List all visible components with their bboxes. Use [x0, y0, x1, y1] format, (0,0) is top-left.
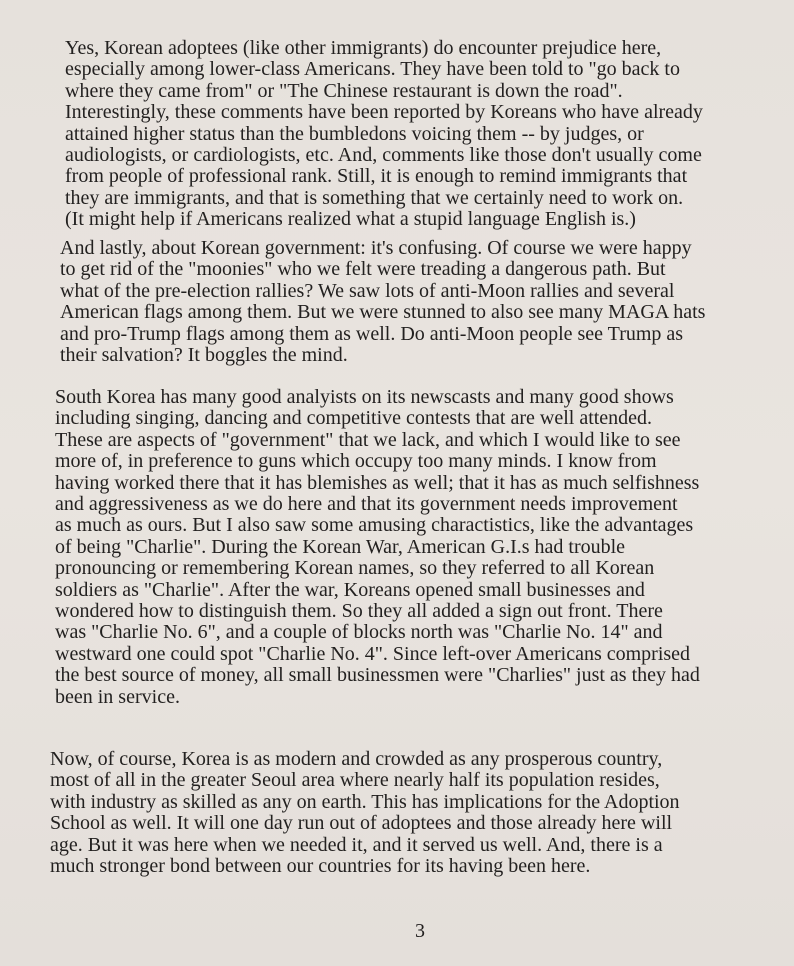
paragraph-korean-government	[60, 238, 705, 366]
text-line: including singing, dancing and competitive contests that are well attended.	[55, 407, 653, 430]
text-line: (It might help if Americans realized what a stupid language English is.)	[65, 208, 636, 231]
text-line: American flags among them. But we were stunned to also see many MAGA hats	[60, 301, 706, 324]
text-line: more of, in preference to guns which occupy too many minds. I know from	[55, 450, 657, 473]
text-line: South Korea has many good analyists on its newscasts and many good shows	[55, 386, 674, 408]
text-line: audiologists, or cardiologists, etc. And, comments like those don't usually come	[65, 144, 702, 167]
text-line: with industry as skilled as any on earth. This has implications for the Adoption	[50, 790, 680, 813]
paragraph-modern-korea	[50, 749, 680, 877]
text-line: what of the pre-election rallies? We saw lots of anti-Moon rallies and several	[60, 279, 675, 302]
text-line: and aggressiveness as we do here and that its government needs improvement	[55, 493, 678, 516]
text-line: they are immigrants, and that is something that we certainly need to work on.	[65, 186, 684, 209]
text-line: most of all in the greater Seoul area where nearly half its population resides,	[50, 769, 660, 792]
text-line: These are aspects of "government" that we lack, and which I would like to see	[55, 428, 681, 451]
text-line: having worked there that it has blemishes as well; that it has as much selfishness	[55, 471, 700, 494]
paragraph-charlie	[55, 387, 700, 708]
text-line: to get rid of the "moonies" who we felt were treading a dangerous path. But	[60, 258, 666, 281]
text-line: been in service.	[55, 685, 180, 708]
text-line: westward one could spot "Charlie No. 4". Since left-over Americans comprised	[55, 642, 691, 665]
text-line: School as well. It will one day run out of adoptees and those already here will	[50, 812, 673, 835]
text-line: age. But it was here when we needed it, and it served us well. And, there is a	[50, 833, 663, 856]
text-line: especially among lower-class Americans. They have been told to "go back to	[65, 58, 680, 81]
text-line: pronouncing or remembering Korean names, so they referred to all Korean	[55, 557, 655, 580]
text-line: where they came from" or "The Chinese restaurant is down the road".	[65, 79, 623, 102]
paragraph-prejudice	[65, 38, 703, 231]
text-line: Yes, Korean adoptees (like other immigrants) do encounter prejudice here,	[65, 37, 662, 59]
text-line: wondered how to distinguish them. So they all added a sign out front. There	[55, 600, 663, 623]
text-line: much stronger bond between our countries for its having been here.	[50, 855, 591, 878]
text-line: of being "Charlie". During the Korean War, American G.I.s had trouble	[55, 535, 626, 558]
text-line: And lastly, about Korean government: it's confusing. Of course we were happy	[60, 237, 692, 259]
text-line: and pro-Trump flags among them as well. Do anti-Moon people see Trump as	[60, 322, 684, 345]
text-line: from people of professional rank. Still, it is enough to remind immigrants that	[65, 165, 688, 188]
text-line: attained higher status than the bumbledons voicing them -- by judges, or	[65, 122, 644, 145]
text-line: soldiers as "Charlie". After the war, Koreans opened small businesses and	[55, 578, 645, 601]
text-line: as much as ours. But I also saw some amusing charactistics, like the advantages	[55, 514, 694, 537]
text-line: the best source of money, all small businessmen were "Charlies" just as they had	[55, 664, 700, 687]
text-line: Now, of course, Korea is as modern and crowded as any prosperous country,	[50, 748, 663, 770]
text-line: their salvation? It boggles the mind.	[60, 344, 348, 367]
text-line: was "Charlie No. 6", and a couple of blocks north was "Charlie No. 14" and	[55, 621, 663, 644]
text-line: Interestingly, these comments have been reported by Koreans who have already	[65, 101, 703, 124]
page-number: 3	[415, 920, 425, 942]
